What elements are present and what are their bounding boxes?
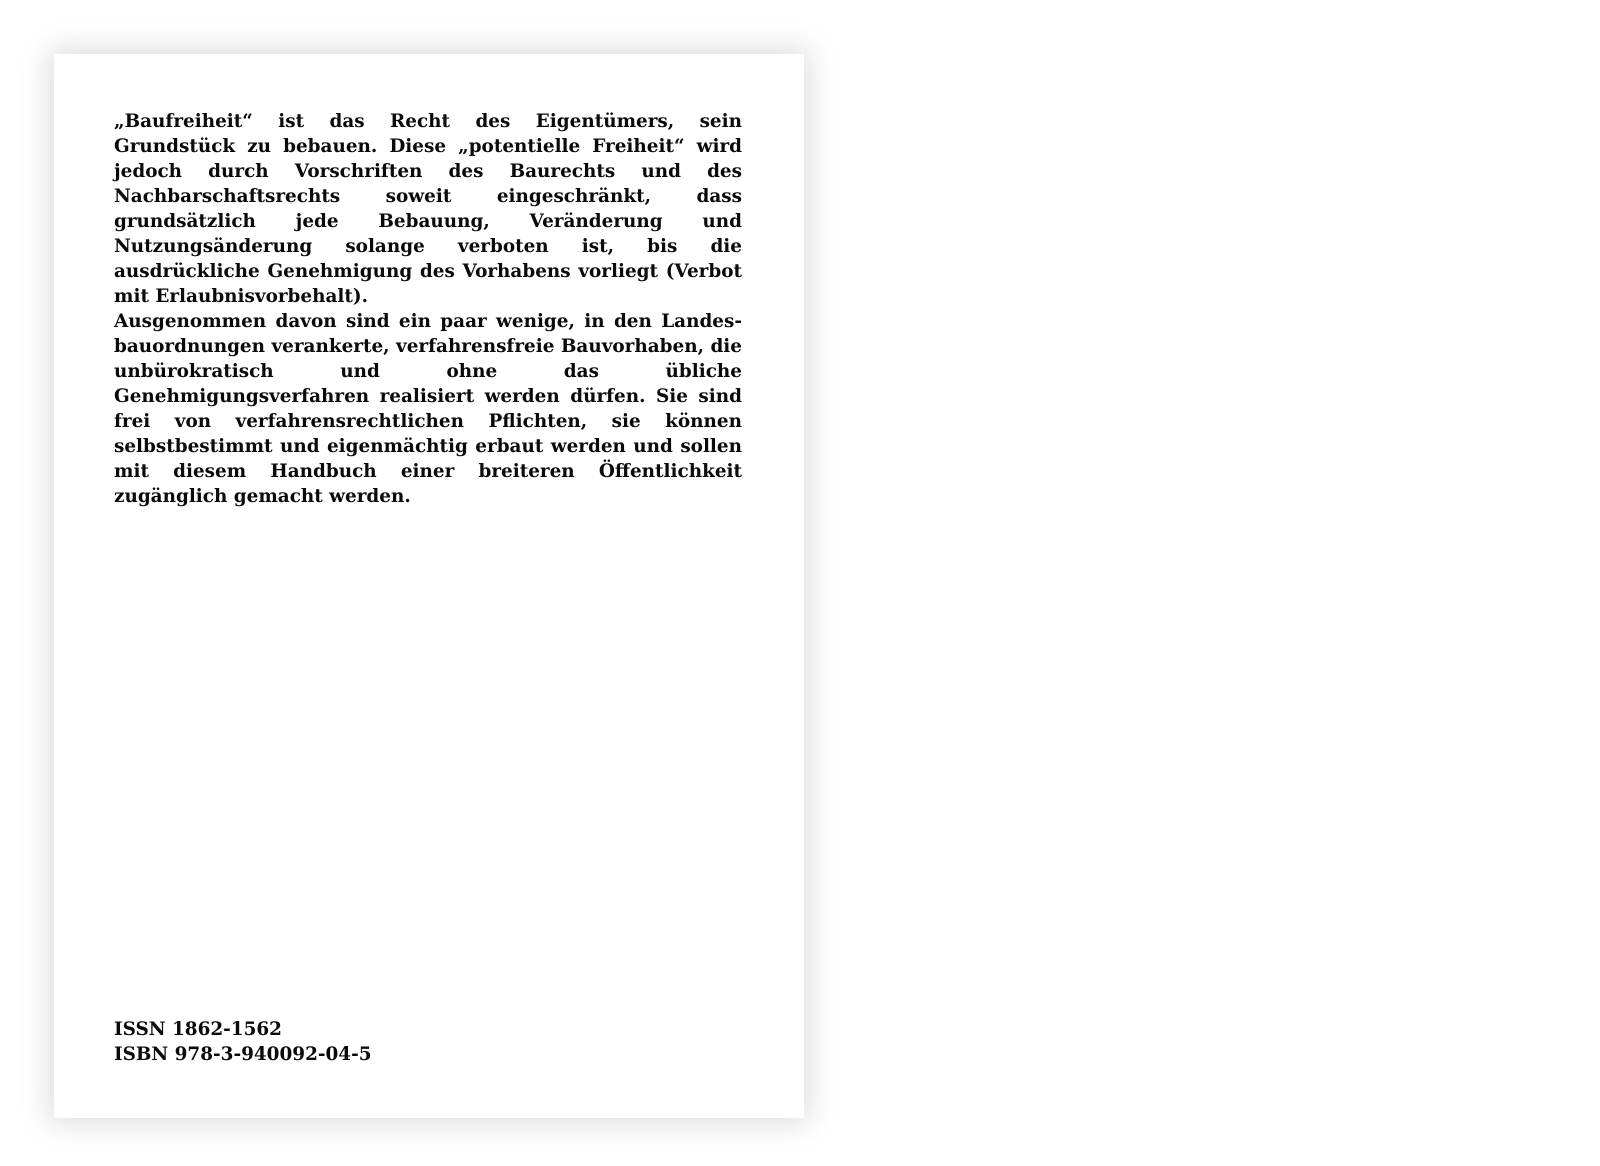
blurb-paragraph-2: Ausgenommen davon sind ein paar wenige, in den Landesbauordnungen verankerte, verfahrensfreie Bauvorhaben, die unbürokratisch und ohne das übliche Genehmigungsverfahren realisiert werden dürfen. Sie sind frei von verfahrensrechtlichen Pflichten, sie können selbstbestimmt und eigenmächtig erbaut werden und sollen mit diesem Handbuch einer breiteren Öffentlichkeit zugänglich gemacht werden.: [114, 311, 742, 507]
issn-number: ISSN 1862-1562: [114, 1019, 282, 1040]
publication-identifiers: [114, 1017, 514, 1067]
book-back-cover: [54, 54, 804, 1118]
isbn-number: ISBN 978-3-940092-04-5: [114, 1044, 372, 1065]
blurb-paragraph-1: „Baufreiheit“ ist das Recht des Eigentümers, sein Grundstück zu bebauen. Diese „potentielle Freiheit“ wird jedoch durch Vorschriften des Baurechts und des Nachbarschaftsrechts soweit eingeschränkt, dass grundsätzlich jede Bebauung, Veränderung und Nutzungsänderung solange verboten ist, bis die ausdrückliche Genehmigung des Vorhabens vorliegt (Verbot mit Erlaubnisvorbehalt).: [114, 111, 742, 307]
blurb-text: [114, 109, 742, 509]
